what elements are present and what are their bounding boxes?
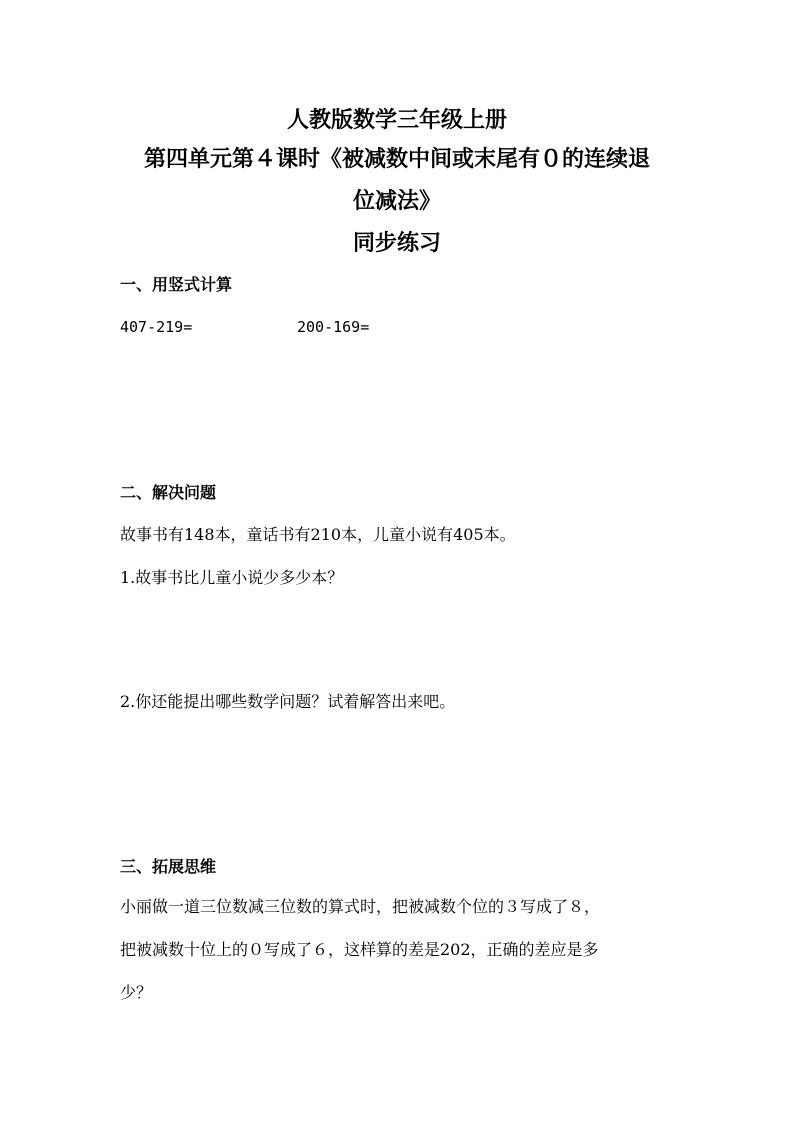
document-title-lesson: 第四单元第４课时《被减数中间或末尾有０的连续退 xyxy=(143,146,650,172)
extension-text-line-1: 小丽做一道三位数减三位数的算式时，把被减数个位的３写成了８， xyxy=(120,897,601,916)
problem-question-1: 1.故事书比儿童小说少多少本？ xyxy=(120,568,344,587)
extension-text-line-3: 少？ xyxy=(120,983,153,1002)
section-heading-vertical-calc: 一、用竖式计算 xyxy=(120,275,233,294)
extension-text-line-2: 把被减数十位上的０写成了６，这样算的差是202，正确的差应是多 xyxy=(120,940,599,959)
document-title-lesson-cont: 位减法》 xyxy=(352,188,441,214)
section-heading-problem-solving: 二、解决问题 xyxy=(120,483,217,502)
problem-question-2: 2.你还能提出哪些数学问题？试着解答出来吧。 xyxy=(120,692,456,711)
calc-expression-2: 200-169= xyxy=(297,318,370,336)
document-title-practice: 同步练习 xyxy=(352,230,441,256)
section-heading-extension: 三、拓展思维 xyxy=(120,857,217,876)
problem-intro: 故事书有148本，童话书有210本，儿童小说有405本。 xyxy=(120,525,516,544)
document-title-textbook: 人教版数学三年级上册 xyxy=(286,107,507,133)
calc-expression-1: 407-219= xyxy=(120,318,193,336)
